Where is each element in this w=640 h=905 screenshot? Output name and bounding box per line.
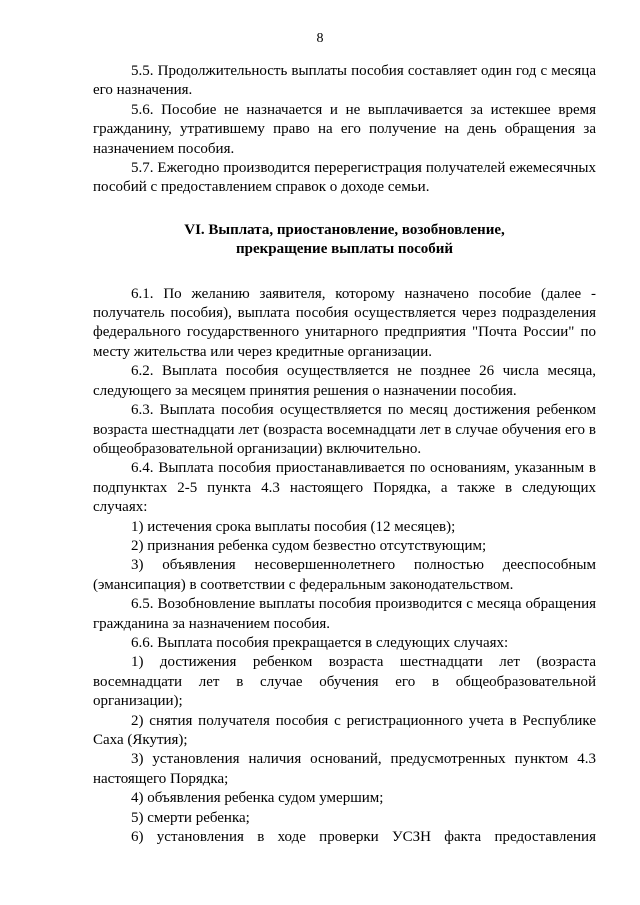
- list-item-6-6-4: 4) объявления ребенка судом умершим;: [131, 790, 384, 807]
- paragraph-6-4: 6.4. Выплата пособия приостанавливается по основаниям, указанным в подпунктах 2-5 пункта 4.3 настоящего Порядка, а также в следующих случаях:: [93, 460, 596, 516]
- section-heading-line-1: VI. Выплата, приостановление, возобновление,: [184, 221, 505, 238]
- section-heading-line-2: прекращение выплаты пособий: [235, 241, 454, 258]
- paragraph-6-5: 6.5. Возобновление выплаты пособия производится с месяца обращения гражданина за назначением пособия.: [93, 596, 596, 632]
- paragraph-5-7: 5.7. Ежегодно производится перерегистрация получателей ежемесячных пособий с предоставлением справок о доходе семьи.: [93, 160, 596, 196]
- list-item-6-4-3: 3) объявления несовершеннолетнего полностью дееспособным (эмансипация) в соответствии с федеральным законодательством.: [93, 557, 596, 593]
- paragraph-6-1: 6.1. По желанию заявителя, которому назначено пособие (далее - получатель пособия), выплата пособия осуществляется через подразделения федерального государственного унитарного предприятия "Почта России" по месту жительства или через кредитные организации.: [93, 285, 596, 360]
- list-item-6-6-1: 1) достижения ребенком возраста шестнадцати лет (возраста восемнадцати лет в случае обучения его в общеобразовательной организации);: [93, 654, 596, 710]
- page-number: 8: [316, 31, 324, 46]
- paragraph-6-2: 6.2. Выплата пособия осуществляется не позднее 26 числа месяца, следующего за месяцем принятия решения о назначении пособия.: [93, 363, 596, 399]
- section-heading: [93, 221, 596, 260]
- list-item-6-6-2: 2) снятия получателя пособия с регистрационного учета в Республике Саха (Якутия);: [93, 712, 596, 748]
- list-item-6-4-2: 2) признания ребенка судом безвестно отсутствующим;: [131, 537, 487, 554]
- paragraph-5-6: 5.6. Пособие не назначается и не выплачивается за истекшее время гражданину, утратившему право на его получение на день обращения за назначением пособия.: [93, 101, 596, 157]
- list-item-6-6-5: 5) смерти ребенка;: [131, 809, 250, 826]
- paragraph-6-6: 6.6. Выплата пособия прекращается в следующих случаях:: [131, 634, 509, 651]
- document-body: [93, 62, 596, 847]
- list-item-6-6-6: 6) установления в ходе проверки УСЗН факта предоставления: [131, 829, 596, 846]
- paragraph-6-3: 6.3. Выплата пособия осуществляется по месяц достижения ребенком возраста шестнадцати лет (возраста восемнадцати лет в случае обучения его в общеобразовательной организации) включительно.: [93, 402, 596, 457]
- list-item-6-6-3: 3) установления наличия оснований, предусмотренных пунктом 4.3 настоящего Порядка;: [93, 751, 596, 787]
- paragraph-5-5: 5.5. Продолжительность выплаты пособия составляет один год с месяца его назначения.: [93, 63, 596, 99]
- list-item-6-4-1: 1) истечения срока выплаты пособия (12 месяцев);: [131, 518, 456, 535]
